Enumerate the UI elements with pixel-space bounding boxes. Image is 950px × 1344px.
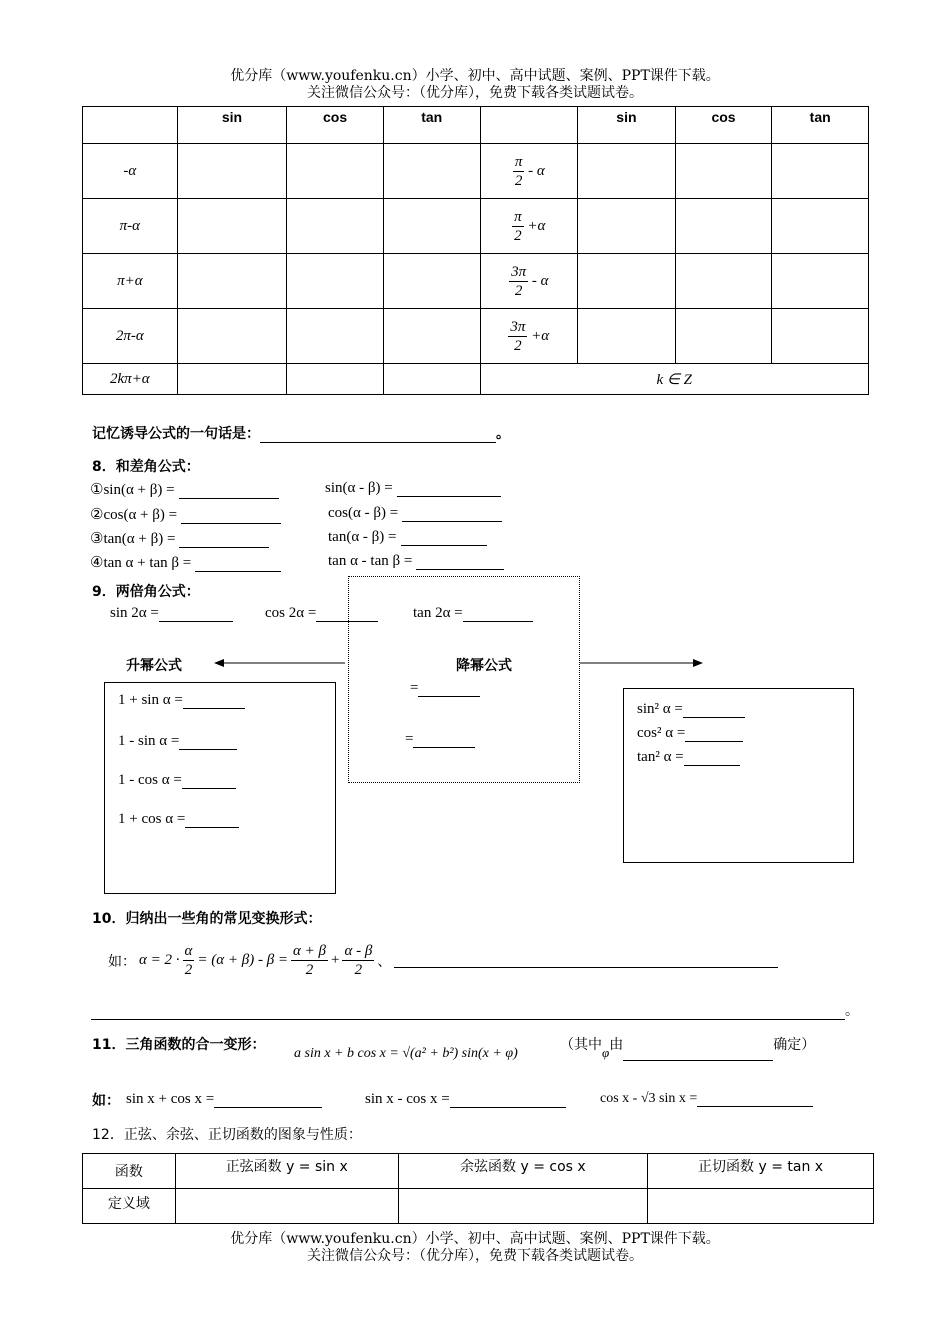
sin2a-item: sin 2α = [110, 605, 233, 622]
raise-item-4: 1 + cos α = [118, 811, 239, 828]
answer-cell[interactable] [177, 309, 287, 364]
answer-cell[interactable] [177, 144, 287, 199]
answer-cell[interactable] [383, 254, 480, 309]
induction-table [82, 106, 869, 395]
sec8-row1-left: ①sin(α + β) = [90, 480, 279, 499]
answer-cell[interactable] [648, 1189, 874, 1224]
answer-cell[interactable] [287, 364, 384, 395]
raise-item-2: 1 - sin α = [118, 733, 237, 750]
function-properties-table [82, 1153, 874, 1224]
lower-item-3: tan² α = [637, 749, 740, 766]
memory-blank[interactable] [260, 428, 496, 443]
row-label-right: $\frac{3\pi}{2}$ - α [480, 254, 578, 309]
sec11-note: （其中φ由 确定） [560, 1037, 816, 1060]
answer-cell[interactable] [383, 199, 480, 254]
sec12-title: 12．正弦、余弦、正切函数的图象与性质： [92, 1127, 362, 1143]
sec10-example: 如： α = 2 · $\frac{\alpha}{2}$ = (α + β) - β = $\frac{\alpha + \beta}{2}$ + $\frac{\alpha - \beta}{2}$ 、 [108, 942, 778, 979]
sec8-row3-left: ③tan(α + β) = [90, 529, 269, 548]
sec8-row4-left: ④tan α + tan β = [90, 553, 281, 572]
sec10-blank-1[interactable] [394, 953, 778, 968]
answer-cell[interactable] [772, 144, 869, 199]
answer-cell[interactable] [675, 199, 772, 254]
center-item-2: = [405, 731, 475, 748]
sec11-example-2: sin x - cos x = [365, 1091, 566, 1108]
answer-cell[interactable] [383, 144, 480, 199]
answer-cell[interactable] [772, 199, 869, 254]
cos2a-item: cos 2α = [265, 605, 378, 622]
row-label-right: $\frac{\pi}{2}$ - α [480, 144, 578, 199]
row-label-domain: 定义域 [83, 1189, 176, 1224]
answer-cell[interactable] [287, 309, 384, 364]
col-sin-header: sin [177, 107, 287, 144]
sec10-title: 10．归纳出一些角的常见变换形式： [92, 911, 322, 927]
center-item-1: = [410, 680, 480, 697]
col-header-function: 函数 [83, 1154, 176, 1189]
answer-cell[interactable] [175, 1189, 398, 1224]
raise-item-3: 1 - cos α = [118, 772, 236, 789]
answer-cell[interactable] [383, 309, 480, 364]
sec9-title: 9．两倍角公式： [92, 584, 200, 600]
col-header-cos: 余弦函数 y = cos x [398, 1154, 647, 1189]
sec8-row3-right: tan(α - β) = [328, 529, 487, 546]
sec11-note-blank[interactable] [623, 1046, 773, 1061]
row-label: π-α [83, 199, 178, 254]
sec8-row2-left: ②cos(α + β) = [90, 505, 281, 524]
answer-cell[interactable] [578, 199, 676, 254]
footer-line-2: 关注微信公众号：（优分库），免费下载各类试题试卷。 [307, 1248, 643, 1264]
answer-cell[interactable] [772, 309, 869, 364]
sec10-line-2: 。 [91, 1000, 859, 1020]
row-label: 2π-α [83, 309, 178, 364]
lower-item-1: sin² α = [637, 701, 745, 718]
sec10-blank-2[interactable] [91, 1005, 845, 1020]
col-header-sin: 正弦函数 y = sin x [175, 1154, 398, 1189]
answer-cell[interactable] [675, 254, 772, 309]
answer-cell[interactable] [578, 309, 676, 364]
row-label-right: $\frac{3\pi}{2}$ +α [480, 309, 578, 364]
answer-cell[interactable] [287, 254, 384, 309]
right-arrow-icon [580, 657, 704, 669]
col-tan-header-right: tan [772, 107, 869, 144]
answer-cell[interactable] [398, 1189, 647, 1224]
row-label: π+α [83, 254, 178, 309]
lower-item-2: cos² α = [637, 725, 743, 742]
row-label-right: $\frac{\pi}{2}$ +α [480, 199, 578, 254]
col-tan-header: tan [383, 107, 480, 144]
row-label: -α [83, 144, 178, 199]
answer-cell[interactable] [675, 309, 772, 364]
answer-cell[interactable] [177, 254, 287, 309]
answer-cell[interactable] [287, 144, 384, 199]
footer-line-1: 优分库（www.youfenku.cn）小学、初中、高中试题、案例、PPT课件下载。 [230, 1231, 720, 1247]
lower-power-label: 降幂公式 [456, 658, 512, 674]
answer-cell[interactable] [177, 364, 287, 395]
sec11-example-prefix: 如： [92, 1093, 120, 1109]
answer-cell[interactable] [772, 254, 869, 309]
row-label: 2kπ+α [83, 364, 178, 395]
answer-cell[interactable] [287, 199, 384, 254]
memory-line: 记忆诱导公式的一句话是： 。 [92, 426, 510, 442]
sec11-example-3: cos x - √3 sin x = [600, 1091, 813, 1107]
answer-cell[interactable] [177, 199, 287, 254]
sec11-formula: a sin x + b cos x = √(a² + b²) sin(x + φ) [294, 1046, 518, 1061]
sec11-title: 11．三角函数的合一变形： [92, 1037, 266, 1053]
tan2a-item: tan 2α = [413, 605, 533, 622]
sec8-row4-right: tan α - tan β = [328, 553, 504, 570]
sec8-title: 8．和差角公式： [92, 459, 200, 475]
answer-cell[interactable] [675, 144, 772, 199]
k-in-z-note: k ∈ Z [480, 364, 869, 395]
header-line-2: 关注微信公众号：（优分库），免费下载各类试题试卷。 [307, 85, 643, 101]
raise-item-1: 1 + sin α = [118, 692, 245, 709]
answer-cell[interactable] [383, 364, 480, 395]
answer-cell[interactable] [578, 144, 676, 199]
corner-cell-right [480, 107, 578, 144]
sec8-row2-right: cos(α - β) = [328, 505, 502, 522]
col-cos-header: cos [287, 107, 384, 144]
col-sin-header-right: sin [578, 107, 676, 144]
sec8-row1-right: sin(α - β) = [325, 480, 501, 497]
sec11-example-1: sin x + cos x = [126, 1091, 322, 1108]
left-arrow-icon [214, 657, 346, 669]
col-header-tan: 正切函数 y = tan x [648, 1154, 874, 1189]
header-line-1: 优分库（www.youfenku.cn）小学、初中、高中试题、案例、PPT课件下载。 [230, 68, 720, 84]
answer-cell[interactable] [578, 254, 676, 309]
corner-cell [83, 107, 178, 144]
raise-power-label: 升幂公式 [126, 658, 182, 674]
col-cos-header-right: cos [675, 107, 772, 144]
